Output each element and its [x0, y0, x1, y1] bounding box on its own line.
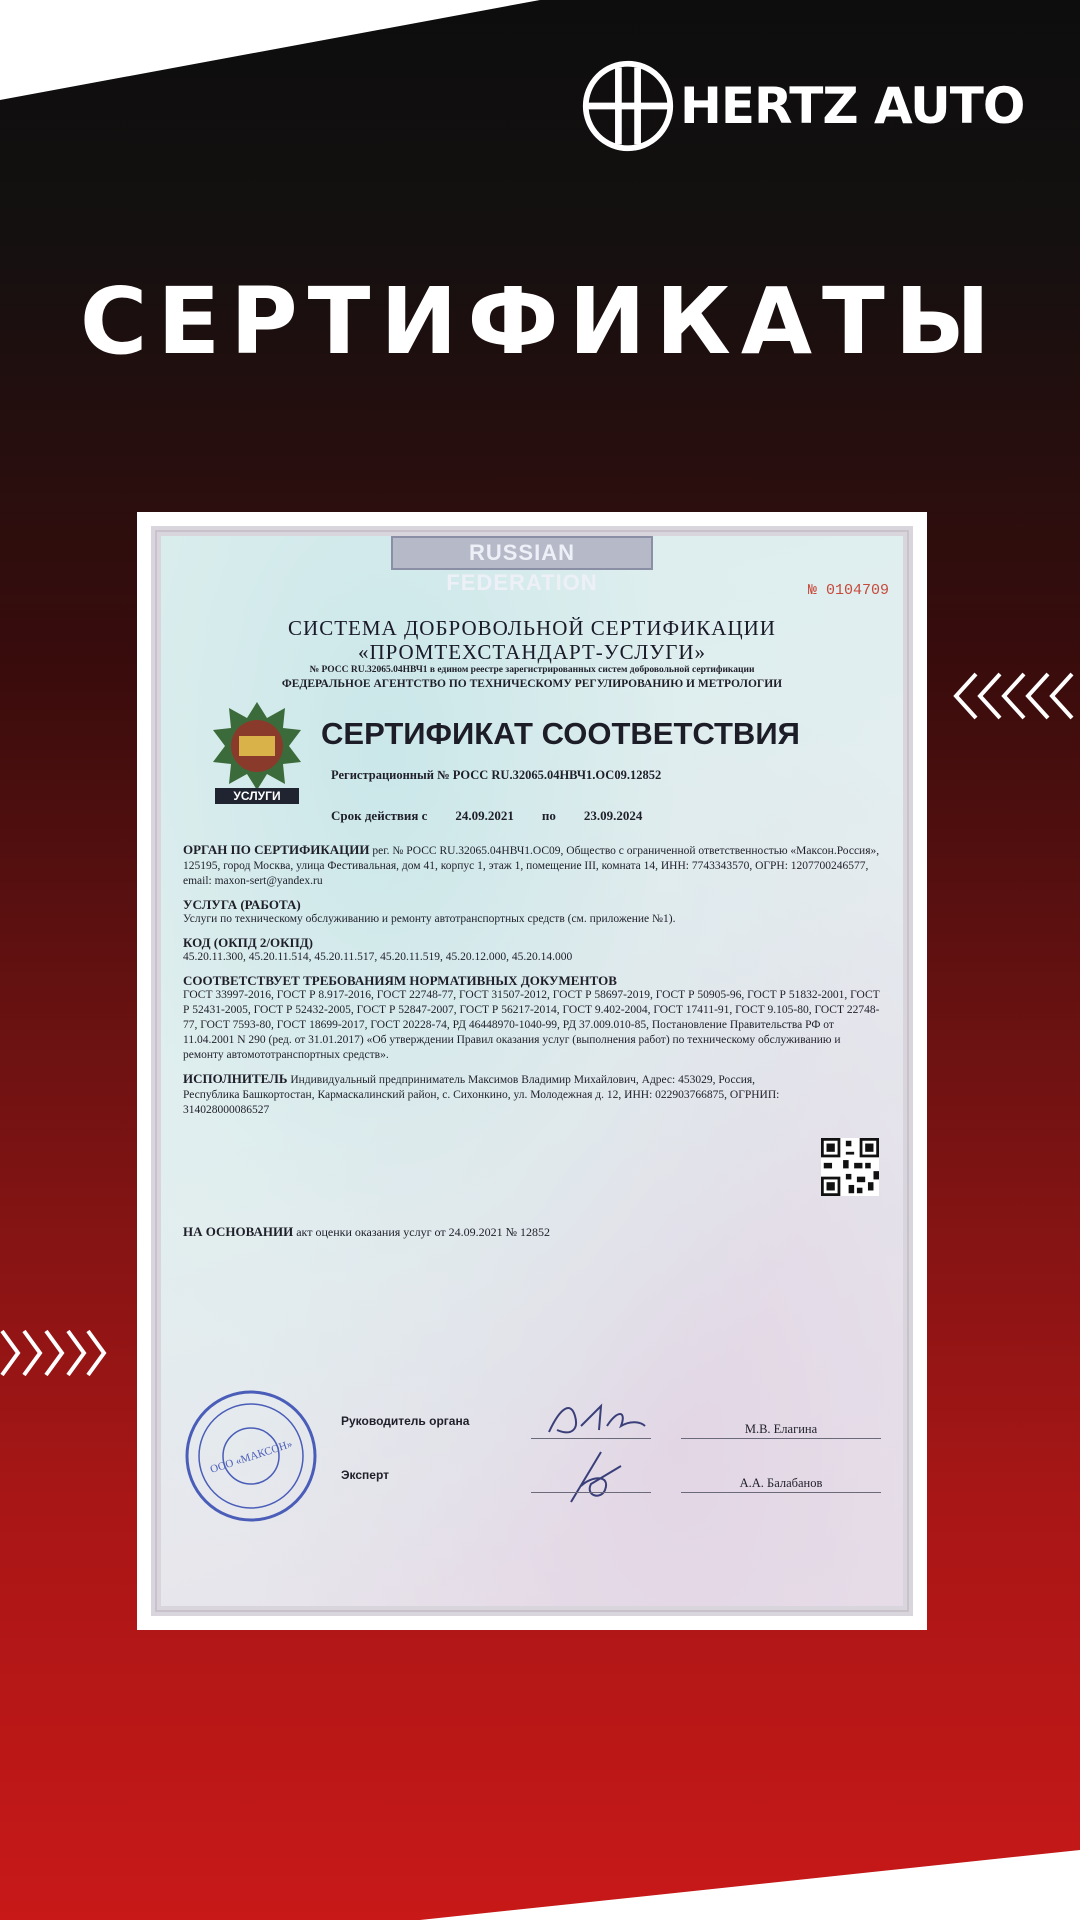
- signature-role-expert: Эксперт: [341, 1468, 390, 1482]
- brand-logo[interactable]: [580, 58, 1024, 154]
- validity-to-label: по: [541, 808, 556, 823]
- register-line: № РОСС RU.32065.04НВЧ1 в едином реестре зарегистрированных систем добровольной сертификации: [309, 665, 755, 675]
- certificate-number: № 0104709: [807, 582, 889, 599]
- seal-text: ООО «МАКСОН»: [208, 1438, 294, 1476]
- system-line-1: СИСТЕМА ДОБРОВОЛЬНОЙ СЕРТИФИКАЦИИ: [288, 616, 776, 640]
- validity-period: [331, 808, 642, 824]
- chevron-right-arrows-icon: [0, 1325, 108, 1381]
- code-head: КОД (ОКПД 2/ОКПД): [183, 935, 313, 950]
- agency-line: ФЕДЕРАЛЬНОЕ АГЕНТСТВО ПО ТЕХНИЧЕСКОМУ РЕГУЛИРОВАНИЮ И МЕТРОЛОГИИ: [281, 678, 783, 690]
- organ-text: рег. № РОСС RU.32065.04НВЧ1.ОС09, Общество с ограниченной ответственностью «Максон.Россия», 125195, город Москва, улица Фестивальная, дом 41, корпус 1, этаж 1, помещение III, комната 14, ИНН: 7743343570, ОГРН: 1207700246577, email: maxon-sert@yandex.ru: [183, 845, 880, 887]
- round-seal-stamp-icon: [181, 1386, 321, 1526]
- basis-section: [183, 1224, 550, 1240]
- signature-line-expert: [531, 1492, 651, 1493]
- validity-from-label: Срок действия с: [331, 808, 428, 823]
- emblem-caption: УСЛУГИ: [215, 788, 299, 804]
- code-section: [183, 935, 881, 965]
- certificate-body: [183, 842, 881, 1126]
- qr-code-icon: [821, 1138, 879, 1196]
- certification-system: [161, 616, 903, 664]
- signature-name-head: М.В. Елагина: [744, 1422, 818, 1436]
- organ-head: ОРГАН ПО СЕРТИФИКАЦИИ: [183, 842, 370, 857]
- service-section: [183, 897, 881, 927]
- chevron-left-arrows-icon: [952, 668, 1080, 724]
- certificate-image[interactable]: [137, 512, 927, 1630]
- certificate-document: [151, 526, 913, 1616]
- executor-head: ИСПОЛНИТЕЛЬ: [183, 1071, 288, 1086]
- validity-from-date: 24.09.2021: [455, 808, 514, 823]
- system-line-2: «ПРОМТЕХСТАНДАРТ-УСЛУГИ»: [357, 640, 707, 664]
- signature-icon: [541, 1396, 651, 1440]
- brand-name: HERTZ AUTO: [680, 77, 1025, 135]
- certificate-banner: RUSSIAN FEDERATION: [391, 536, 653, 570]
- name-line-expert: [681, 1492, 881, 1493]
- executor-section: [183, 1071, 881, 1118]
- organ-section: [183, 842, 881, 889]
- requirements-head: СООТВЕТСТВУЕТ ТРЕБОВАНИЯМ НОРМАТИВНЫХ ДОКУМЕНТОВ: [183, 973, 617, 988]
- service-text: Услуги по техническому обслуживанию и ремонту автотранспортных средств (см. приложение №1).: [183, 913, 676, 925]
- page-title: СЕРТИФИКАТЫ: [79, 268, 1001, 375]
- certificate-title: СЕРТИФИКАТ СООТВЕТСТВИЯ: [321, 716, 800, 751]
- certification-emblem-icon: [211, 700, 303, 792]
- basis-head: НА ОСНОВАНИИ: [183, 1224, 294, 1239]
- signature-icon: [561, 1446, 631, 1506]
- code-text: 45.20.11.300, 45.20.11.514, 45.20.11.517, 45.20.11.519, 45.20.12.000, 45.20.14.000: [183, 951, 573, 963]
- executor-text: Индивидуальный предприниматель Максимов Владимир Михайлович, Адрес: 453029, Россия, Республика Башкортостан, Кармаскалинский район, с. Сихонкино, ул. Молодежная д. 12, ИНН: 022903766875, ОГРНИП: 314028000086527: [183, 1074, 780, 1116]
- validity-to-date: 23.09.2024: [583, 808, 643, 823]
- requirements-text: ГОСТ 33997-2016, ГОСТ Р 8.917-2016, ГОСТ 22748-77, ГОСТ 31507-2012, ГОСТ Р 58697-2019, ГОСТ Р 50905-96, ГОСТ Р 51832-2001, ГОСТ Р 52431-2005, ГОСТ Р 52432-2005, ГОСТ Р 52847-2007, ГОСТ Р 56217-2014, ГОСТ 9.402-2004, ГОСТ 17411-91, ГОСТ 9.105-80, ГОСТ 22748-77, ГОСТ 7593-80, ГОСТ 18699-2017, ГОСТ 20228-74, РД 46448970-1040-99, РД 37.009.010-85, Постановление Правительства РФ от 11.04.2001 N 290 (ред. от 31.01.2017) «Об утверждении Правил оказания услуг (выполнения работ) по техническому обслуживанию и ремонту автомототранспортных средств».: [183, 989, 880, 1061]
- signature-name-expert: А.А. Балабанов: [739, 1476, 823, 1490]
- signature-role-head: Руководитель органа: [341, 1414, 470, 1428]
- bottom-white-wedge: [0, 1830, 1080, 1920]
- signature-line-head: [531, 1438, 651, 1439]
- registration-number: Регистрационный № РОСС RU.32065.04НВЧ1.ОС09.12852: [331, 768, 662, 782]
- requirements-section: [183, 973, 881, 1063]
- basis-text: акт оценки оказания услуг от 24.09.2021 № 12852: [296, 1225, 551, 1239]
- service-head: УСЛУГА (РАБОТА): [183, 897, 301, 912]
- hertz-circle-mark-icon: [580, 58, 676, 154]
- name-line-head: [681, 1438, 881, 1439]
